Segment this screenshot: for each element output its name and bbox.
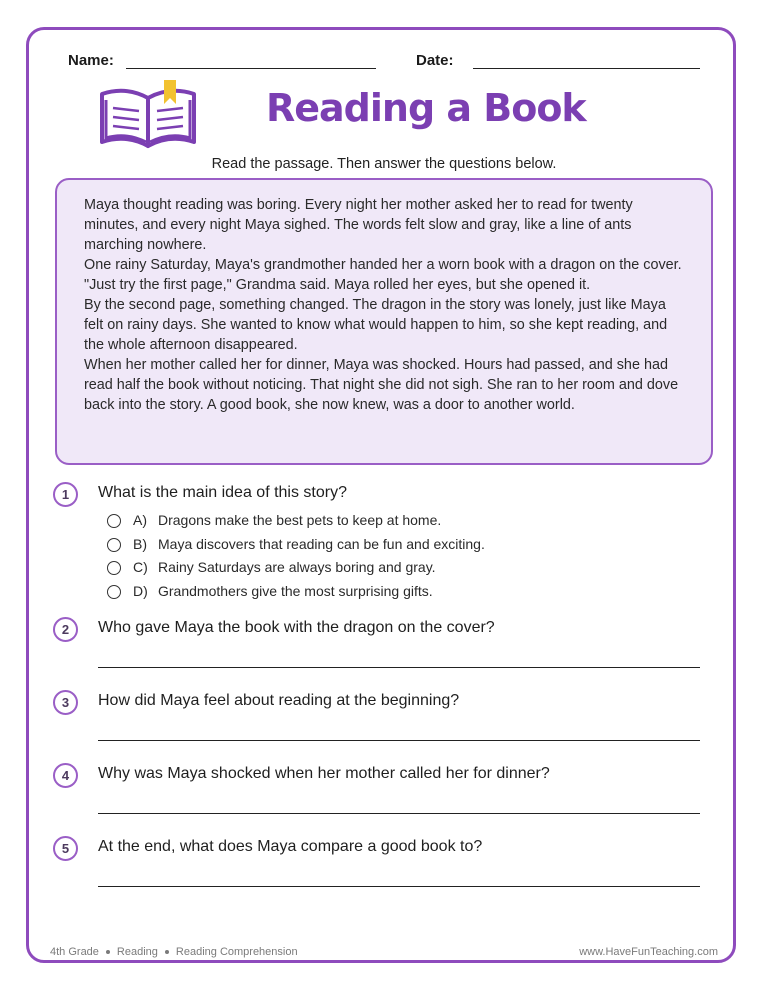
footer-tags — [50, 946, 298, 958]
bullet-dot — [106, 950, 110, 954]
option-text: Dragons make the best pets to keep at home. — [158, 512, 442, 528]
instructions-text: Read the passage. Then answer the questions below. — [211, 156, 557, 172]
question-text: Who gave Maya the book with the dragon on the cover? — [98, 619, 495, 636]
date-field-line[interactable] — [473, 68, 700, 69]
option-text: Rainy Saturdays are always boring and gray. — [158, 559, 436, 575]
option-letter: C) — [133, 559, 148, 575]
bullet-dot — [165, 950, 169, 954]
footer-subject: Reading — [116, 946, 158, 958]
answer-line[interactable] — [98, 886, 700, 887]
option-text: Grandmothers give the most surprising gifts. — [158, 582, 433, 599]
passage-paragraph: One rainy Saturday, Maya's grandmother handed her a worn book with a dragon on the cover. "Just try the first page," Grandma said. Maya rolled her eyes, but she opened it. — [84, 257, 682, 293]
question-text: What is the main idea of this story? — [98, 484, 347, 501]
question-number-badge: 1 — [53, 482, 78, 507]
passage-paragraph: When her mother called her for dinner, Maya was shocked. Hours had passed, and she had read half the book without noticing. That night she did not sigh. She ran to her room and dove back into the story. A good book, she now knew, was a door to another world. — [84, 357, 679, 413]
answer-line[interactable] — [98, 813, 700, 814]
header-row — [68, 52, 700, 74]
question-number-badge: 5 — [53, 836, 78, 861]
radio-circle[interactable] — [107, 514, 121, 528]
option-letter: B) — [133, 535, 147, 552]
radio-circle[interactable] — [107, 538, 121, 552]
passage-box — [55, 178, 713, 465]
footer-topic: Reading Comprehension — [175, 946, 298, 958]
page-title: Reading a Book — [266, 86, 586, 130]
question-text: At the end, what does Maya compare a good book to? — [98, 838, 483, 855]
question-number-badge: 3 — [53, 690, 78, 715]
title-area — [100, 76, 680, 152]
option-text: Maya discovers that reading can be fun and exciting. — [158, 535, 485, 552]
question-number-badge: 4 — [53, 763, 78, 788]
question-5 — [53, 836, 700, 892]
radio-circle[interactable] — [107, 585, 121, 599]
question-text: Why was Maya shocked when her mother called her for dinner? — [98, 765, 550, 782]
question-4 — [53, 763, 700, 819]
question-3 — [53, 690, 700, 746]
passage-paragraph: Maya thought reading was boring. Every night her mother asked her to read for twenty minutes, and every night Maya sighed. The words felt slow and gray, like a line of ants marching nowhere. — [84, 197, 633, 253]
footer-website: www.HaveFunTeaching.com — [579, 946, 718, 958]
question-2 — [53, 617, 700, 673]
radio-circle[interactable] — [107, 561, 121, 575]
question-1 — [53, 482, 700, 602]
passage-paragraph: By the second page, something changed. The dragon in the story was lonely, just like Maya felt on rainy days. She wanted to know what would happen to him, so she kept reading, and the whole afternoon disappeared. — [84, 297, 668, 353]
option-letter: A) — [133, 512, 147, 528]
date-label: Date: — [416, 52, 454, 69]
question-number-badge: 2 — [53, 617, 78, 642]
name-label: Name: — [68, 52, 114, 69]
option-letter: D) — [133, 582, 148, 599]
question-text: How did Maya feel about reading at the beginning? — [98, 692, 460, 709]
answer-line[interactable] — [98, 667, 700, 668]
name-field-line[interactable] — [126, 68, 376, 69]
footer-grade: 4th Grade — [50, 946, 99, 958]
answer-line[interactable] — [98, 740, 700, 741]
open-book-icon — [100, 76, 200, 152]
